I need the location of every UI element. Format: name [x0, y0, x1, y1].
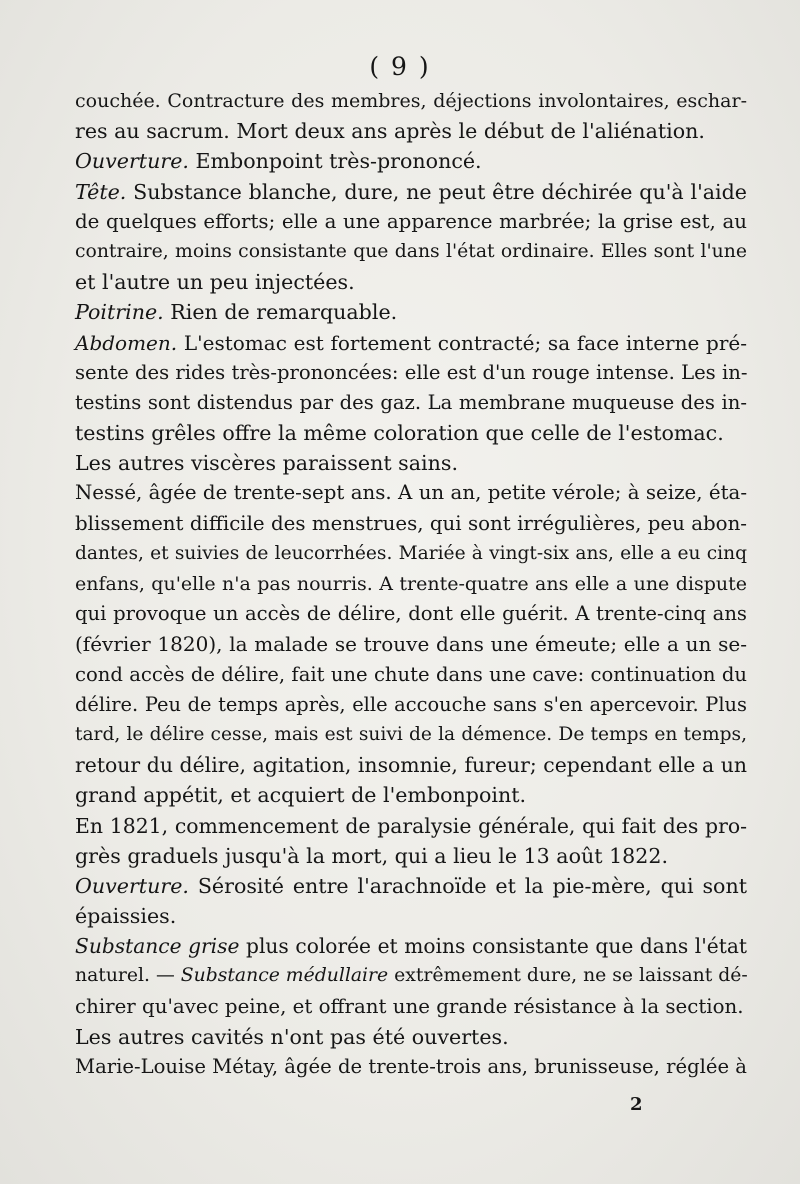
text-segment: L'estomac est fortement contracté; sa face interne pré-	[177, 330, 747, 355]
text-line	[75, 207, 747, 237]
text-segment: cond accès de délire, fait une chute dans une cave: continuation du	[75, 662, 747, 686]
text-line	[75, 237, 747, 267]
signature-mark: 2	[630, 1094, 643, 1115]
text-segment: Marie-Louise Métay, âgée de trente-trois ans, brunisseuse, réglée à	[75, 1055, 747, 1078]
text-segment: testins sont distendus par des gaz. La membrane muqueuse des in-	[75, 390, 747, 414]
text-line	[75, 1052, 747, 1082]
text-line	[75, 961, 747, 991]
italic-heading: Substance grise	[75, 934, 240, 959]
text-line	[75, 116, 747, 146]
text-line	[75, 1022, 747, 1052]
text-line	[75, 720, 747, 750]
text-line	[75, 86, 747, 116]
text-line	[75, 780, 747, 810]
text-line	[75, 871, 747, 901]
text-segment: et l'autre un peu injectées.	[75, 270, 355, 295]
text-segment: enfans, qu'elle n'a pas nourris. A trente-quatre ans elle a une dispute	[75, 573, 747, 595]
text-segment: de quelques efforts; elle a une apparence marbrée; la grise est, au	[75, 209, 747, 233]
text-segment: épaissies.	[75, 904, 177, 929]
page-number: ( 9 )	[369, 52, 431, 81]
text-line	[75, 811, 747, 841]
text-line	[75, 539, 747, 569]
text-segment: sente des rides très-prononcées: elle est d'un rouge intense. Les in-	[75, 360, 748, 384]
text-line	[75, 901, 747, 931]
italic-heading: Ouverture.	[75, 873, 189, 898]
text-segment: grand appétit, et acquiert de l'embonpoint.	[75, 783, 527, 808]
text-segment: contraire, moins consistante que dans l'état ordinaire. Elles sont l'une	[75, 240, 747, 262]
text-line	[75, 358, 747, 388]
text-segment: En 1821, commencement de paralysie générale, qui fait des pro-	[75, 813, 747, 838]
text-segment: délire. Peu de temps après, elle accouche sans s'en apercevoir. Plus	[75, 692, 747, 716]
text-segment: (février 1820), la malade se trouve dans une émeute; elle a un se-	[75, 632, 747, 657]
text-segment: testins grêles offre la même coloration que celle de l'estomac.	[75, 421, 724, 446]
text-segment: tard, le délire cesse, mais est suivi de la démence. De temps en temps,	[75, 723, 747, 745]
text-line	[75, 478, 747, 508]
text-segment: Sérosité entre l'arachnoïde et la pie-mère, qui sont	[188, 873, 747, 898]
text-line	[75, 448, 747, 478]
body-text	[75, 86, 747, 1082]
italic-heading: Ouverture.	[75, 149, 189, 174]
text-segment: plus colorée et moins consistante que dans l'état	[239, 934, 747, 959]
italic-heading: Abdomen.	[75, 330, 178, 355]
text-segment: grès graduels jusqu'à la mort, qui a lieu le 13 août 1822.	[75, 843, 669, 868]
text-line	[75, 418, 747, 448]
text-line	[75, 629, 747, 659]
text-line	[75, 328, 747, 358]
text-line	[75, 931, 747, 961]
text-line	[75, 599, 747, 629]
text-segment: chirer qu'avec peine, et offrant une grande résistance à la section.	[75, 994, 744, 1018]
text-segment: Embonpoint très-prononcé.	[188, 149, 482, 174]
italic-heading: Poitrine.	[75, 300, 164, 325]
text-line	[75, 177, 747, 207]
text-segment: qui provoque un accès de délire, dont elle guérit. A trente-cinq ans	[75, 602, 747, 626]
text-segment: res au sacrum. Mort deux ans après le début de l'aliénation.	[75, 119, 705, 144]
text-segment: Les autres cavités n'ont pas été ouvertes.	[75, 1024, 509, 1049]
text-segment: Rien de remarquable.	[163, 300, 398, 325]
text-segment: Substance blanche, dure, ne peut être déchirée qu'à l'aide	[126, 179, 747, 204]
italic-heading: Tête.	[75, 179, 127, 204]
text-line	[75, 569, 747, 599]
text-line	[75, 750, 747, 780]
text-line	[75, 297, 747, 327]
text-segment: dantes, et suivies de leucorrhées. Mariée à vingt-six ans, elle a eu cinq	[75, 542, 747, 564]
text-segment: blissement difficile des menstrues, qui sont irrégulières, peu abon-	[75, 511, 747, 535]
text-line	[75, 509, 747, 539]
text-line	[75, 146, 747, 176]
text-segment: extrêmement dure, ne se laissant dé-	[388, 965, 748, 987]
text-segment: Nessé, âgée de trente-sept ans. A un an, petite vérole; à seize, éta-	[75, 481, 747, 505]
italic-heading: Substance médullaire	[180, 965, 389, 987]
text-line	[75, 992, 747, 1022]
text-line	[75, 841, 747, 871]
text-segment: couchée. Contracture des membres, déjections involontaires, eschar-	[75, 90, 747, 112]
text-line	[75, 388, 747, 418]
text-segment: retour du délire, agitation, insomnie, fureur; cependant elle a un	[75, 753, 747, 778]
text-segment: naturel. —	[75, 965, 181, 987]
text-line	[75, 267, 747, 297]
text-line	[75, 660, 747, 690]
text-line	[75, 690, 747, 720]
text-segment: Les autres viscères paraissent sains.	[75, 451, 458, 476]
